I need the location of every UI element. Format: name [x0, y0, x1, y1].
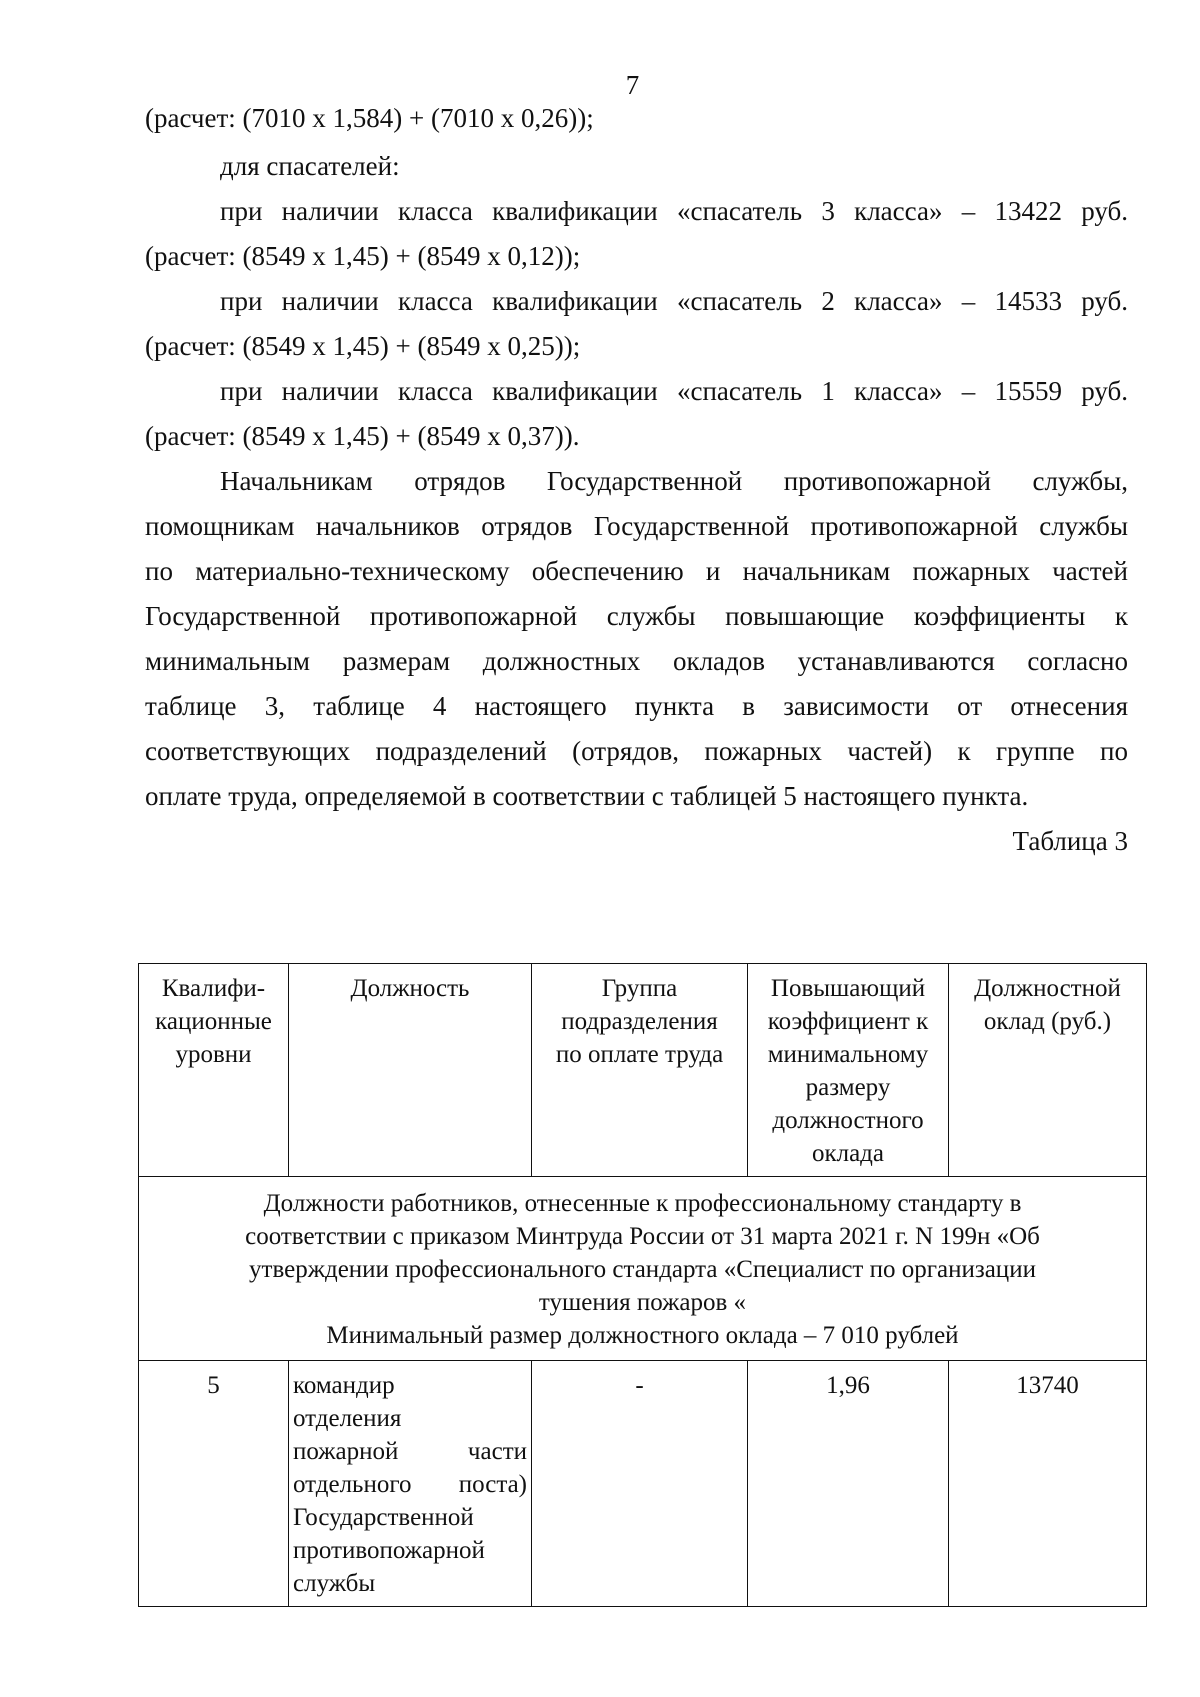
text-line: при наличии класса квалификации «спасатель 3 класса» – 13422 руб.	[220, 196, 1128, 226]
header-position: Должность	[289, 964, 532, 1177]
paragraph-line: минимальным размерам должностных окладов устанавливаются согласно	[145, 646, 1128, 676]
section-heading: Должности работников, отнесенные к профессиональному стандарту в соответствии с приказом Минтруда России от 31 марта 2021 г. N 199н «Об утверждении профессионального стандарта «Специалист по организации тушения пожаров « Минимальный размер должностного оклада – 7 010 рублей	[139, 1177, 1147, 1361]
page-number: 7	[625, 70, 640, 100]
paragraph-line: помощникам начальников отрядов Государственной противопожарной службы	[145, 511, 1128, 541]
cell-salary: 13740	[949, 1361, 1147, 1607]
text-line: (расчет: (7010 x 1,584) + (7010 x 0,26));	[145, 103, 594, 133]
text-line: при наличии класса квалификации «спасатель 2 класса» – 14533 руб.	[220, 286, 1128, 316]
header-coefficient: Повышающий коэффициент к минимальному размеру должностного оклада	[748, 964, 949, 1177]
cell-position: командир отделения пожарной части отдельного поста) Государственной противопожарной службы	[289, 1361, 532, 1607]
salary-table	[138, 963, 1147, 1607]
paragraph-line: таблице 3, таблице 4 настоящего пункта в зависимости от отнесения	[145, 691, 1128, 721]
text-line: (расчет: (8549 x 1,45) + (8549 x 0,12));	[145, 241, 581, 271]
cell-group: -	[532, 1361, 748, 1607]
text-line: (расчет: (8549 x 1,45) + (8549 x 0,25));	[145, 331, 581, 361]
paragraph-line: оплате труда, определяемой в соответствии с таблицей 5 настоящего пункта.	[145, 781, 1029, 811]
table-caption: Таблица 3	[1012, 826, 1128, 856]
table-header-row	[139, 964, 1147, 1177]
paragraph-line: Государственной противопожарной службы повышающие коэффициенты к	[145, 601, 1128, 631]
header-salary: Должностной оклад (руб.)	[949, 964, 1147, 1177]
paragraph-line: Начальникам отрядов Государственной противопожарной службы,	[220, 466, 1128, 496]
cell-coefficient: 1,96	[748, 1361, 949, 1607]
text-line: при наличии класса квалификации «спасатель 1 класса» – 15559 руб.	[220, 376, 1128, 406]
table-row	[139, 1361, 1147, 1607]
cell-level: 5	[139, 1361, 289, 1607]
header-group: Группа подразделения по оплате труда	[532, 964, 748, 1177]
header-levels: Квалифи- кационные уровни	[139, 964, 289, 1177]
paragraph-line: соответствующих подразделений (отрядов, пожарных частей) к группе по	[145, 736, 1128, 766]
table-section-row	[139, 1177, 1147, 1361]
paragraph-line: по материально-техническому обеспечению и начальникам пожарных частей	[145, 556, 1128, 586]
text-line: для спасателей:	[220, 151, 400, 181]
text-line: (расчет: (8549 x 1,45) + (8549 x 0,37)).	[145, 421, 580, 451]
